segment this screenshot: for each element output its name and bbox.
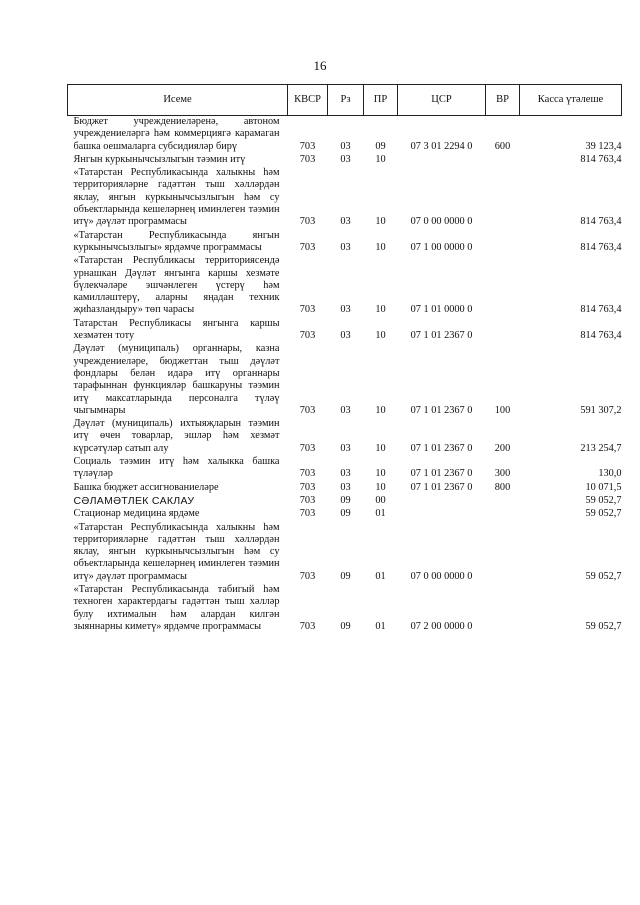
table-row [68, 522, 622, 584]
cell-name: «Татарстан Республикасында табигый һәм техноген характердагы гадәттән тыш хәлләр булу ихтималын һәм алардан килгән зыяннарны киметү» ярдәмче программасы [73, 583, 280, 632]
cell-rz: 03 [340, 216, 351, 228]
cell-pr: 10 [375, 216, 386, 228]
cell-rz: 03 [340, 468, 351, 480]
cell-rz: 03 [340, 140, 351, 152]
cell-rz: 09 [340, 494, 351, 506]
cell-name: «Татарстан Республикасы территориясендә урнашкан Дәүләт янгынга каршы хезмәте бүлекчәләре эшчәнлеген үстерү һәм камилләштерү, аларны яңадан техник җиһазландыру» төп чарасы [73, 255, 280, 316]
cell-name: Социаль тәэмин итү һәм халыкка башка түләүләр [73, 456, 280, 480]
header-kvsr: КВСР [288, 85, 328, 116]
cell-name: Татарстан Республикасы янгынга каршы хезмәтен тоту [73, 317, 280, 342]
cell-vr [486, 584, 520, 634]
cell-pr: 10 [375, 481, 386, 493]
cell-kvsr: 703 [299, 404, 316, 416]
cell-vr: 600 [494, 140, 511, 152]
cell-kvsr: 703 [299, 570, 316, 582]
cell-csr: 07 1 00 0000 0 [410, 241, 473, 253]
header-vr: ВР [486, 85, 520, 116]
header-name: Исеме [68, 85, 288, 116]
cell-kvsr: 703 [299, 620, 316, 632]
cell-sum: 213 254,7 [580, 442, 622, 454]
cell-name: СӘЛАМӘТЛЕК САКЛАУ [73, 494, 195, 507]
cell-rz: 03 [340, 330, 351, 342]
cell-pr: 10 [375, 404, 386, 416]
cell-rz: 09 [340, 508, 351, 520]
cell-pr: 09 [375, 140, 386, 152]
cell-csr: 07 3 01 2294 0 [410, 140, 473, 152]
table-row [68, 116, 622, 154]
cell-rz: 09 [340, 570, 351, 582]
table-row [68, 230, 622, 256]
cell-csr [398, 154, 486, 167]
cell-pr: 10 [375, 153, 386, 165]
cell-name: Дәүләт (муниципаль) органнары, казна учреждениеләре, бюджеттан тыш дәүләт фондлары белән идарә итү органнары тарафыннан функцияләр башкаруны тәэмин итү максатларында персоналга түләү чыгымнары [73, 343, 280, 416]
cell-sum: 59 052,7 [585, 620, 622, 632]
cell-kvsr: 703 [299, 330, 316, 342]
cell-sum: 814 763,4 [580, 330, 622, 342]
cell-rz: 09 [340, 620, 351, 632]
cell-name: Дәүләт (муниципаль) ихтыяҗларын тәэмин итү өчен товарлар, эшләр һәм хезмәт күрсәтүләр сатып алу [73, 418, 280, 454]
cell-csr: 07 1 01 0000 0 [410, 304, 473, 316]
header-sum: Касса үтәлеше [520, 85, 622, 116]
cell-sum: 130,0 [598, 468, 622, 480]
cell-kvsr: 703 [299, 304, 316, 316]
cell-rz: 03 [340, 404, 351, 416]
cell-csr: 07 1 01 2367 0 [410, 442, 473, 454]
cell-vr [486, 495, 520, 508]
cell-vr: 300 [494, 468, 511, 480]
cell-kvsr: 703 [299, 508, 316, 520]
cell-csr: 07 1 01 2367 0 [410, 330, 473, 342]
table-row [68, 495, 622, 508]
cell-rz: 03 [340, 304, 351, 316]
cell-kvsr: 703 [299, 468, 316, 480]
cell-csr: 07 1 01 2367 0 [410, 468, 473, 480]
cell-csr: 07 1 01 2367 0 [410, 404, 473, 416]
cell-vr: 100 [494, 404, 511, 416]
page-number: 16 [313, 58, 327, 73]
table-header [68, 85, 622, 116]
cell-name: Стационар медицина ярдәме [73, 508, 200, 520]
table-row [68, 418, 622, 456]
cell-name: «Татарстан Республикасында халыкны һәм территорияләрне гадәттән тыш хәлләрдән яклау, янгын куркынычсызлыгын һәм су объектларында кешеләрнең иминлеген тәэмин итү» дәүләт программасы [73, 167, 280, 228]
header-csr: ЦСР [398, 85, 486, 116]
table-body [68, 116, 622, 635]
cell-vr: 800 [494, 481, 511, 493]
cell-kvsr: 703 [299, 481, 316, 493]
cell-kvsr: 703 [299, 140, 316, 152]
table-row [68, 255, 622, 317]
table-row [68, 154, 622, 167]
table-row [68, 456, 622, 482]
cell-pr: 10 [375, 241, 386, 253]
cell-name: Янгын куркынычсызлыгын тәэмин итү [73, 153, 246, 165]
cell-csr: 07 0 00 0000 0 [410, 216, 473, 228]
cell-name: Башка бюджет ассигнованиеләре [73, 481, 219, 493]
cell-kvsr: 703 [299, 442, 316, 454]
cell-vr: 200 [494, 442, 511, 454]
cell-sum: 59 052,7 [585, 494, 622, 506]
cell-pr: 10 [375, 442, 386, 454]
cell-rz: 03 [340, 153, 351, 165]
cell-sum: 10 071,5 [585, 481, 622, 493]
table-row [68, 318, 622, 344]
cell-vr [486, 318, 520, 344]
cell-pr: 01 [375, 570, 386, 582]
cell-csr: 07 2 00 0000 0 [410, 620, 473, 632]
cell-csr: 07 1 01 2367 0 [410, 481, 473, 493]
cell-pr: 01 [375, 620, 386, 632]
table-row [68, 343, 622, 418]
cell-vr [486, 522, 520, 584]
table-row [68, 167, 622, 229]
cell-name: «Татарстан Республикасында халыкны һәм территорияләрне гадәттән тыш хәлләрдән яклау, янгын куркынычсызлыгын һәм су объектларында кешеләрнең иминлеген тәэмин итү» дәүләт программасы [73, 521, 280, 582]
table-row [68, 482, 622, 495]
cell-csr [398, 495, 486, 508]
cell-vr [486, 154, 520, 167]
cell-pr: 01 [375, 508, 386, 520]
cell-rz: 03 [340, 241, 351, 253]
cell-sum: 39 123,4 [585, 140, 622, 152]
table-row [68, 584, 622, 634]
cell-rz: 03 [340, 442, 351, 454]
header-pr: ПР [364, 85, 398, 116]
cell-kvsr: 703 [299, 153, 316, 165]
cell-name: Бюджет учреждениеләренә, автоном учреждениеләргә һәм коммерциягә карамаган башка оешмаларга субсидияләр бирү [73, 116, 280, 152]
cell-pr: 10 [375, 468, 386, 480]
cell-pr: 10 [375, 304, 386, 316]
cell-rz: 03 [340, 481, 351, 493]
budget-table [67, 84, 622, 634]
cell-sum: 814 763,4 [580, 153, 622, 165]
cell-vr [486, 255, 520, 317]
cell-csr: 07 0 00 0000 0 [410, 570, 473, 582]
table-row [68, 508, 622, 521]
cell-sum: 59 052,7 [585, 570, 622, 582]
cell-csr [398, 508, 486, 521]
cell-name: «Татарстан Республикасында янгын куркынычсызлыгы» ярдәмче программасы [73, 229, 280, 253]
cell-vr [486, 230, 520, 256]
cell-vr [486, 167, 520, 229]
header-rz: Рз [328, 85, 364, 116]
cell-pr: 10 [375, 330, 386, 342]
cell-sum: 814 763,4 [580, 241, 622, 253]
cell-sum: 814 763,4 [580, 216, 622, 228]
cell-pr: 00 [375, 494, 386, 506]
cell-sum: 814 763,4 [580, 304, 622, 316]
cell-kvsr: 703 [299, 241, 316, 253]
cell-vr [486, 508, 520, 521]
cell-sum: 591 307,2 [580, 404, 622, 416]
cell-kvsr: 703 [299, 216, 316, 228]
cell-kvsr: 703 [299, 494, 316, 506]
cell-sum: 59 052,7 [585, 508, 622, 520]
